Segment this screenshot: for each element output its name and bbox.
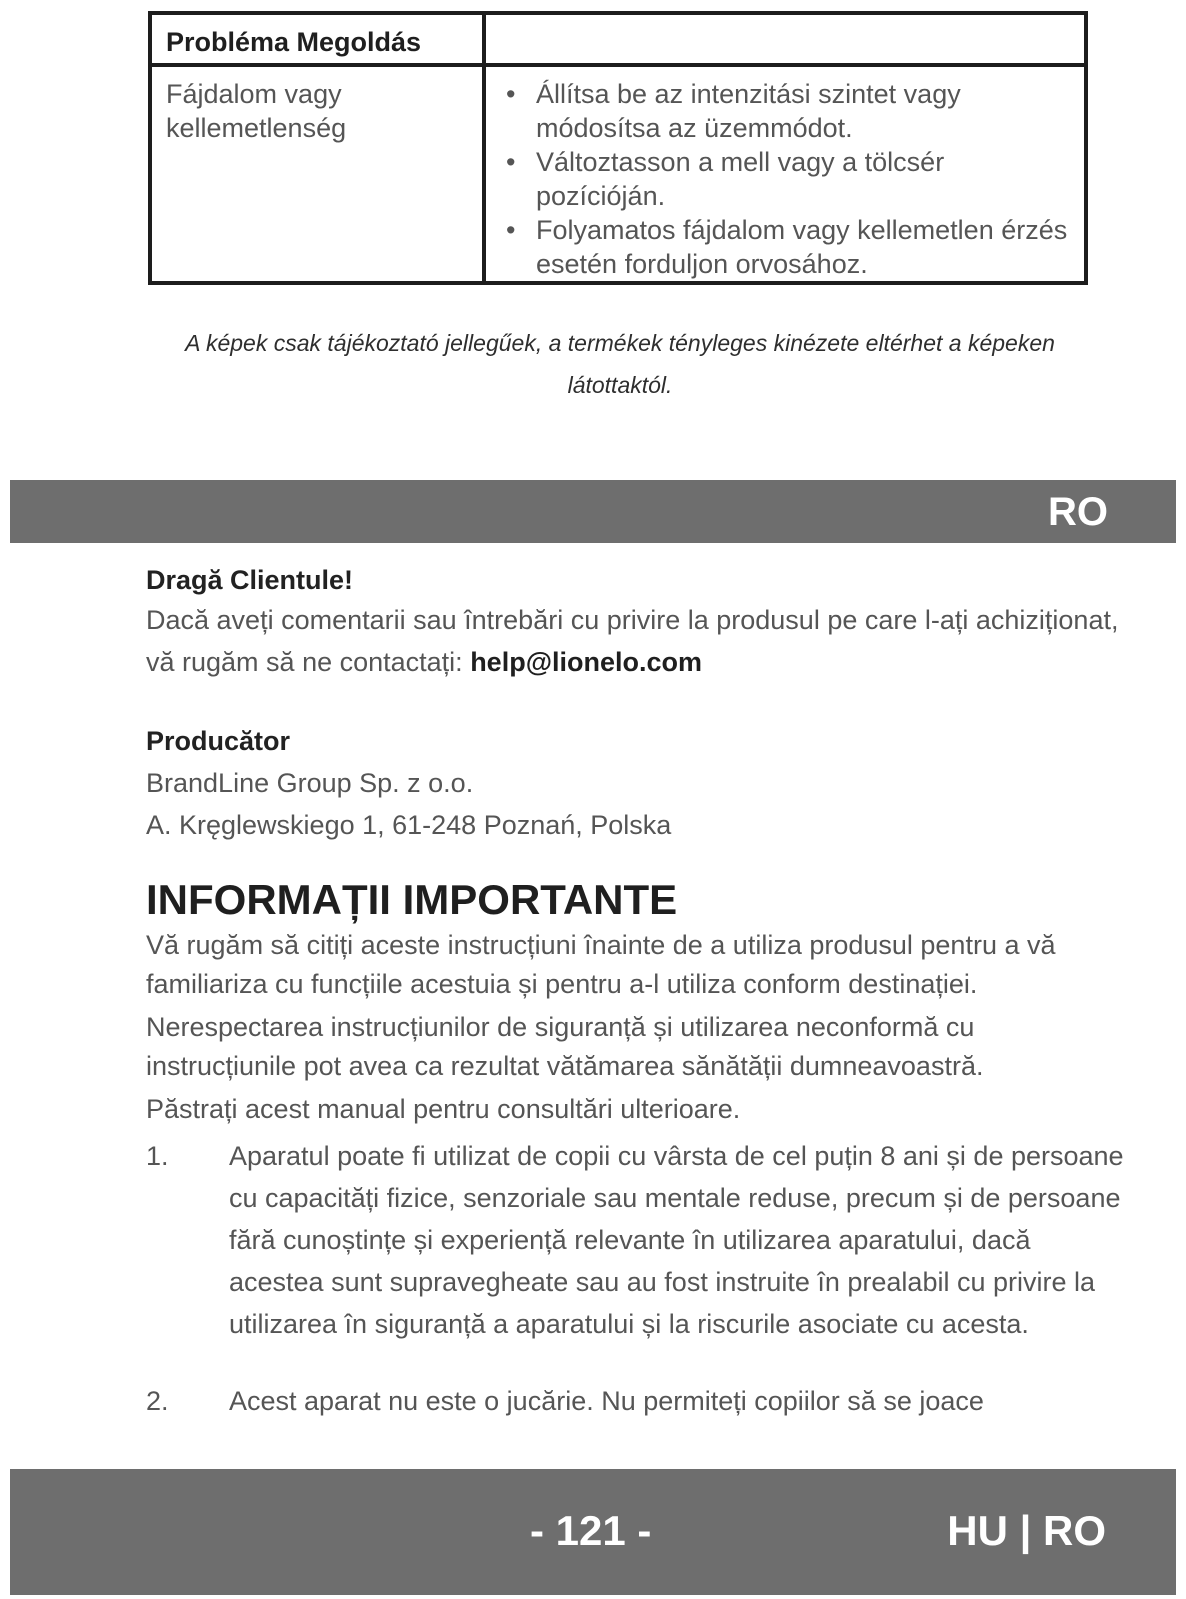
greeting-text [146, 599, 1126, 683]
list-item-number: 1. [146, 1141, 169, 1171]
important-info-block [146, 876, 1136, 1129]
solution-item: • Változtasson a mell vagy a tölcsér pozícióján. [506, 147, 945, 211]
important-intro-1: Vă rugăm să citiți aceste instrucțiuni înainte de a utiliza produsul pentru a vă familiariza cu funcțiile acestuia și pentru a-l utiliza conform destinației. [146, 930, 1056, 999]
section-language-bar [10, 480, 1176, 543]
table-header-divider [152, 63, 1084, 67]
page-number: - 121 - [530, 1507, 652, 1554]
list-item-text: Aparatul poate fi utilizat de copii cu vârsta de cel puțin 8 ani și de persoane cu capacități fizice, senzoriale sau mentale reduse, precum și de persoane fără cunoștințe și experiență relevante în utilizarea aparatului, dacă acestea sunt supravegheate sau au fost instruite în prealabil cu privire la utilizarea în siguranță a aparatului și la riscurile asociate cu acesta. [229, 1141, 1124, 1339]
important-intro-2: Nerespectarea instrucțiunilor de siguranță și utilizarea neconformă cu instrucțiunile pot avea ca rezultat vătămarea sănătății dumneavoastră. [146, 1012, 984, 1081]
greeting-block [146, 563, 1136, 683]
important-intro-3: Păstrați acest manual pentru consultări ulterioare. [146, 1094, 741, 1124]
solution-item: • Állítsa be az intenzitási szintet vagy módosítsa az üzemmódot. [506, 79, 961, 143]
manufacturer-address: A. Kręglewskiego 1, 61-248 Poznań, Polska [146, 810, 672, 840]
table-column-divider [482, 15, 486, 281]
table-header: Probléma Megoldás [166, 27, 422, 57]
troubleshooting-table [148, 11, 1088, 285]
manufacturer-name: BrandLine Group Sp. z o.o. [146, 768, 474, 798]
image-disclaimer-caption: A képek csak tájékoztató jellegűek, a termékek tényleges kinézete eltérhet a képeken látottaktól. [185, 330, 1055, 398]
manufacturer-title: Producător [146, 726, 291, 756]
list-item-number: 2. [146, 1386, 169, 1416]
greeting-body: Dacă aveți comentarii sau întrebări cu privire la produsul pe care l-ați achiziționat, vă rugăm să ne contactați: [146, 605, 1119, 677]
important-info-title: INFORMAȚII IMPORTANTE [146, 876, 678, 923]
footer-language-label: HU | RO [947, 1507, 1106, 1554]
footer-bar [10, 1469, 1176, 1595]
list-item-text: Acest aparat nu este o jucărie. Nu permiteți copiilor să se joace [229, 1386, 984, 1416]
manufacturer-block [146, 724, 1136, 846]
solution-item: • Folyamatos fájdalom vagy kellemetlen érzés esetén forduljon orvosához. [506, 215, 1068, 279]
greeting-title: Dragă Clientule! [146, 565, 354, 595]
section-language-label: RO [1048, 490, 1108, 534]
table-cell-problem: Fájdalom vagy kellemetlenség [166, 79, 347, 143]
contact-email-link[interactable]: help@lionelo.com [470, 647, 703, 677]
table-cell-solutions [506, 77, 1076, 281]
